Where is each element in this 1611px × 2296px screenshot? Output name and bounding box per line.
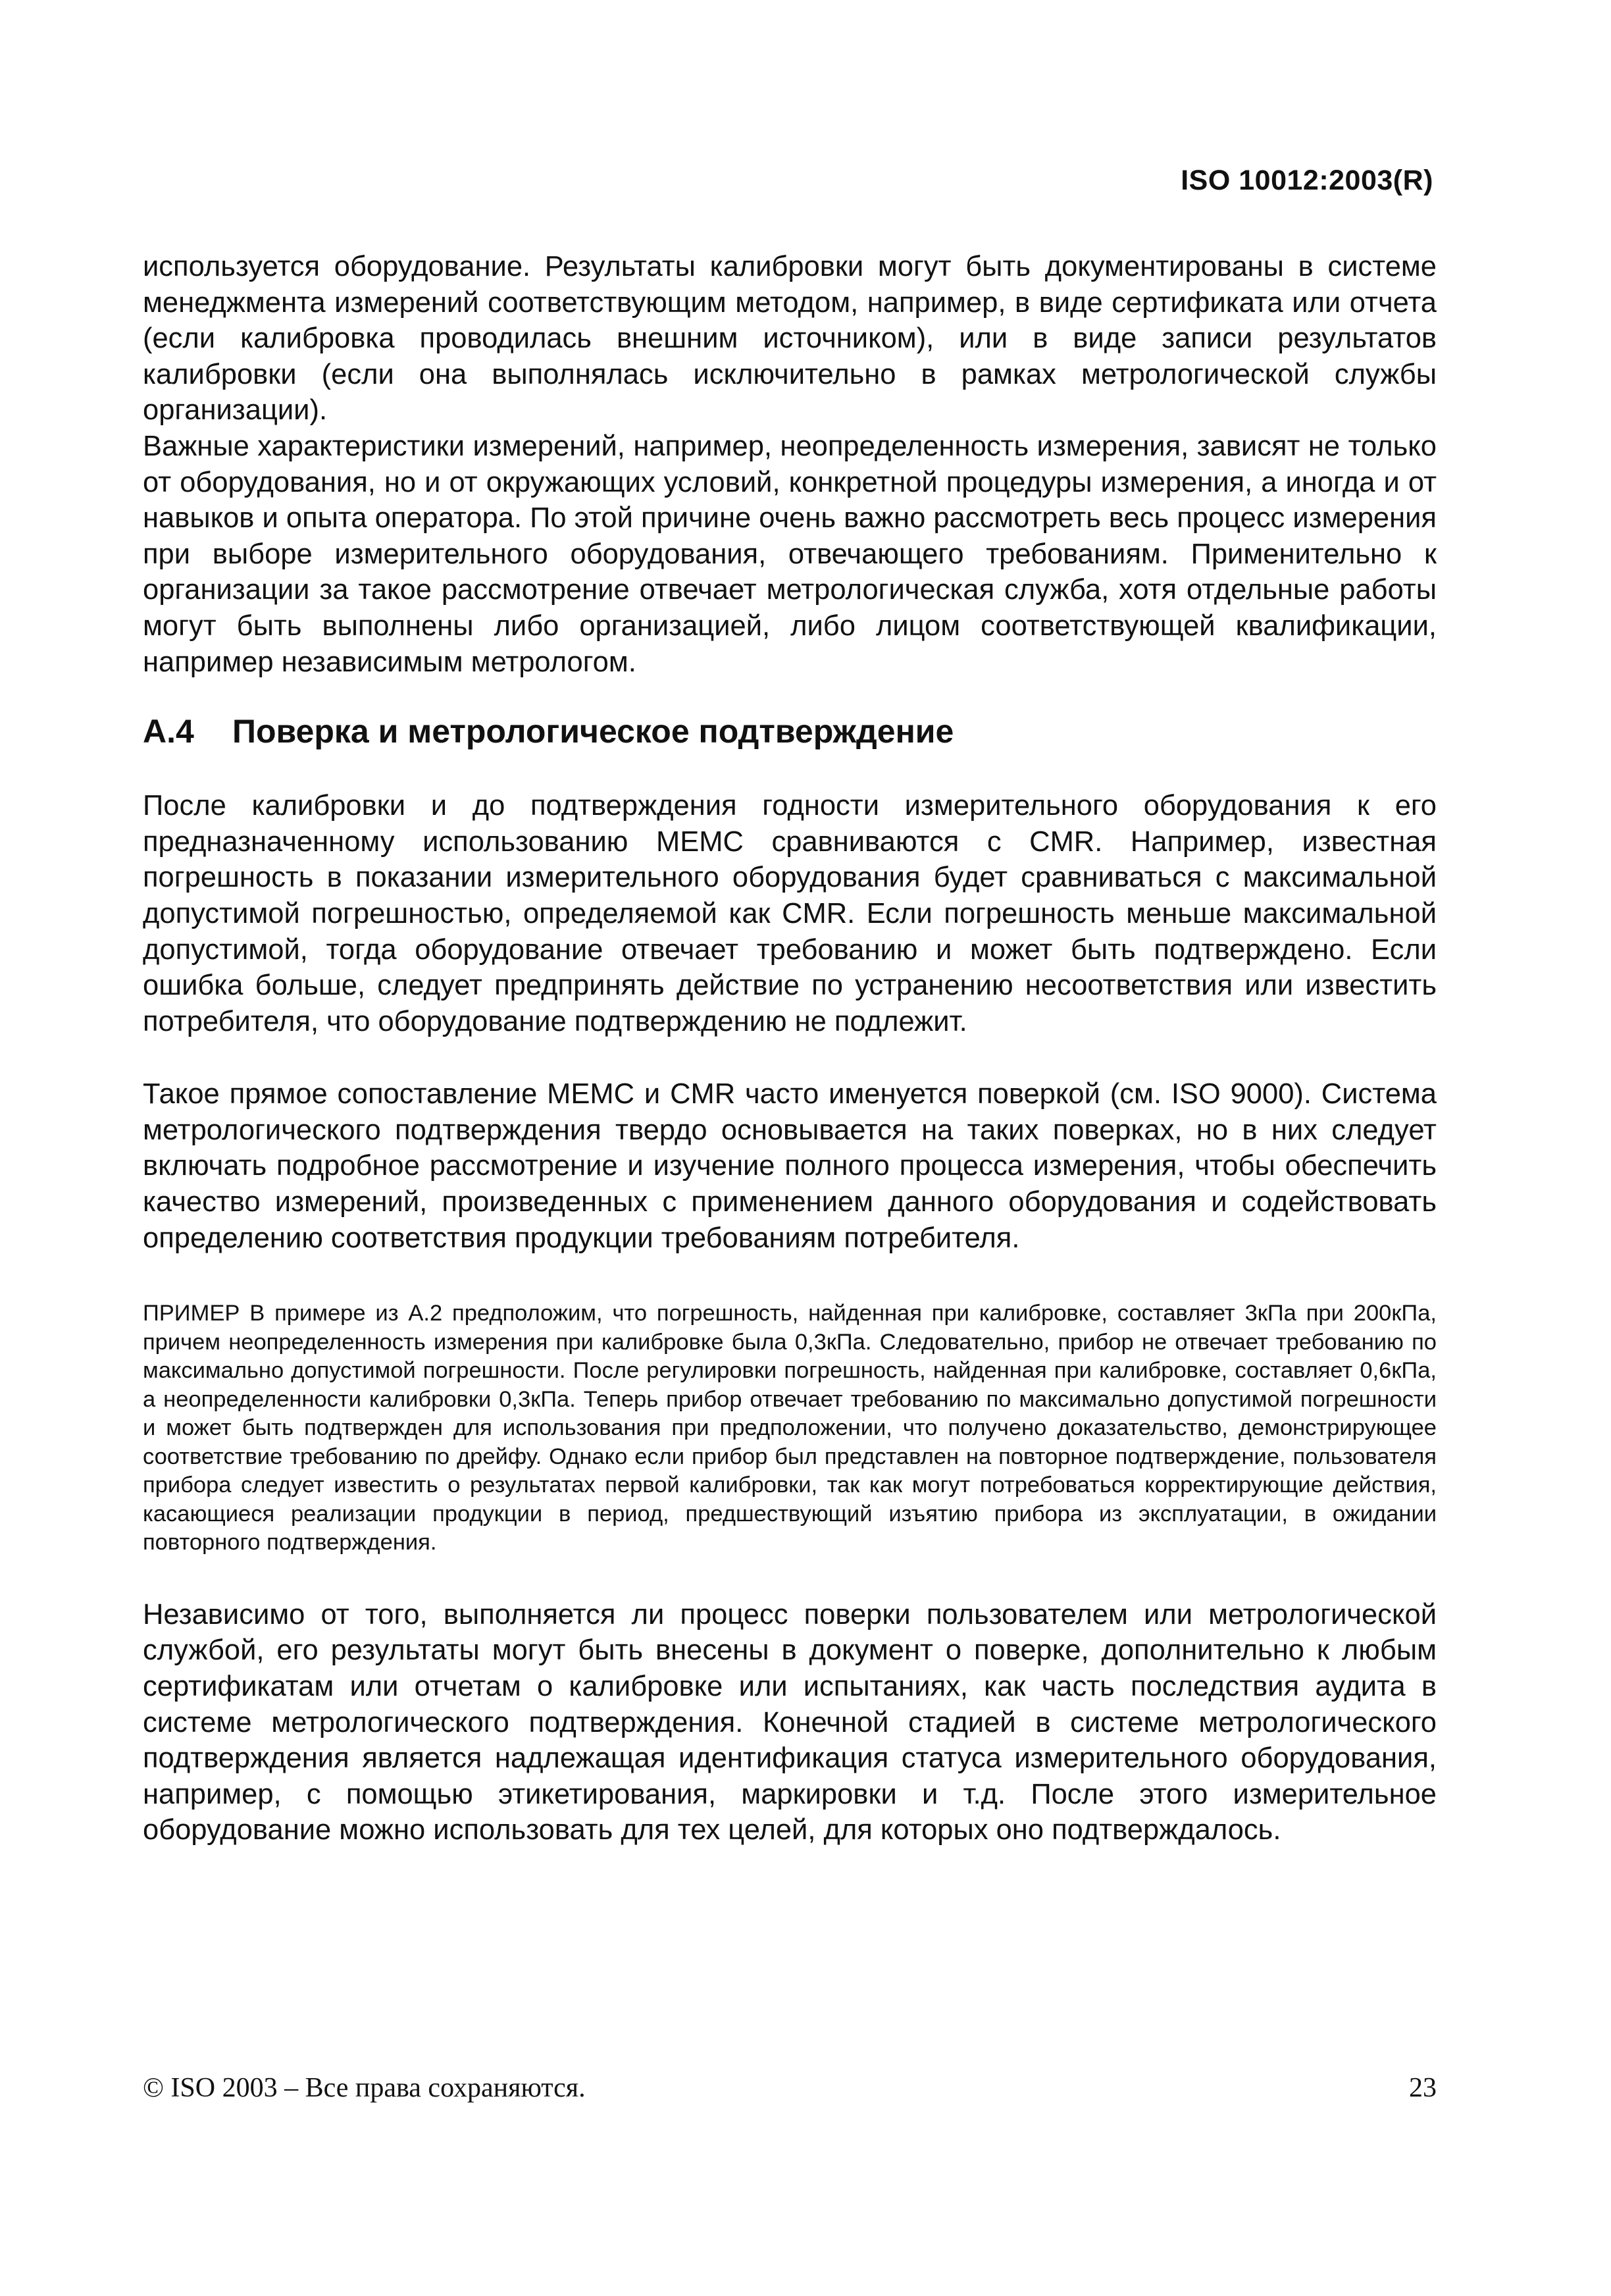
page-number: 23 [1409,2073,1437,2103]
page-content [143,249,1437,1848]
section-heading [143,712,1437,751]
section-number: A.4 [143,713,194,750]
example-note: ПРИМЕР В примере из А.2 предположим, что погрешность, найденная при калибровке, составляет 3кПа при 200кПа, причем неопределенность измерения при калибровке была 0,3кПа. Следовательно, прибор не отвечает требованию по максимально допустимой погрешности. После регулировки погрешность, найденная при калибровке, составляет 0,6кПа, а неопределенности калибровки 0,3кПа. Теперь прибор отвечает требованию по максимально допустимой погрешности и может быть подтвержден для использования при предположении, что получено доказательство, демонстрирующее соответствие требованию по дрейфу. Однако если прибор был представлен на повторное подтверждение, пользователя прибора следует известить о результатах первой калибровки, так как могут потребоваться корректирующие действия, касающиеся реализации продукции в период, предшествующий изъятию прибора из эксплуатации, в ожидании повторного подтверждения. [143,1301,1437,1555]
body-paragraph: После калибровки и до подтверждения годности измерительного оборудования к его предназначенному использованию МЕМС сравниваются с CMR. Например, известная погрешность в показании измерительного оборудования будет сравниваться с максимальной допустимой погрешностью, определяемой как CMR. Если погрешность меньше максимальной допустимой, тогда оборудование отвечает требованию и может быть подтверждено. Если ошибка больше, следует предпринять действие по устранению несоответствия или известить потребителя, что оборудование подтверждению не подлежит. [143,790,1437,1037]
body-paragraph: используется оборудование. Результаты калибровки могут быть документированы в системе менеджмента измерений соответствующим методом, например, в виде сертификата или отчета (если калибровка проводилась внешним источником), или в виде записи результатов калибровки (если она выполнялась исключительно в рамках метрологической службы организации). [143,251,1437,427]
body-paragraph: Важные характеристики измерений, например, неопределенность измерения, зависят не только от оборудования, но и от окружающих условий, конкретной процедуры измерения, а иногда и от навыков и опыта оператора. По этой причине очень важно рассмотреть весь процесс измерения при выборе измерительного оборудования, отвечающего требованиям. Применительно к организации за такое рассмотрение отвечает метрологическая служба, хотя отдельные работы могут быть выполнены либо организацией, либо лицом соответствующей квалификации, например независимым метрологом. [143,430,1437,678]
page-footer [143,2072,1437,2104]
standard-header: ISO 10012:2003(R) [1181,165,1433,196]
body-paragraph: Такое прямое сопоставление МЕМС и CMR часто именуется поверкой (см. ISO 9000). Система метрологического подтверждения твердо основывается на таких поверках, но в них следует включать подробное рассмотрение и изучение полного процесса измерения, чтобы обеспечить качество измерений, произведенных с применением данного оборудования и содействовать определению соответствия продукции требованиям потребителя. [143,1078,1437,1254]
section-title: Поверка и метрологическое подтверждение [232,713,954,750]
body-paragraph: Независимо от того, выполняется ли процесс поверки пользователем или метрологической службой, его результаты могут быть внесены в документ о поверке, дополнительно к любым сертификатам или отчетам о калибровке или испытаниях, как часть последствия аудита в системе метрологического подтверждения. Конечной стадией в системе метрологического подтверждения является надлежащая идентификация статуса измерительного оборудования, например, с помощью этикетирования, маркировки и т.д. После этого измерительное оборудование можно использовать для тех целей, для которых оно подтверждалось. [143,1598,1437,1846]
copyright-notice: © ISO 2003 – Все права сохраняются. [143,2073,586,2103]
